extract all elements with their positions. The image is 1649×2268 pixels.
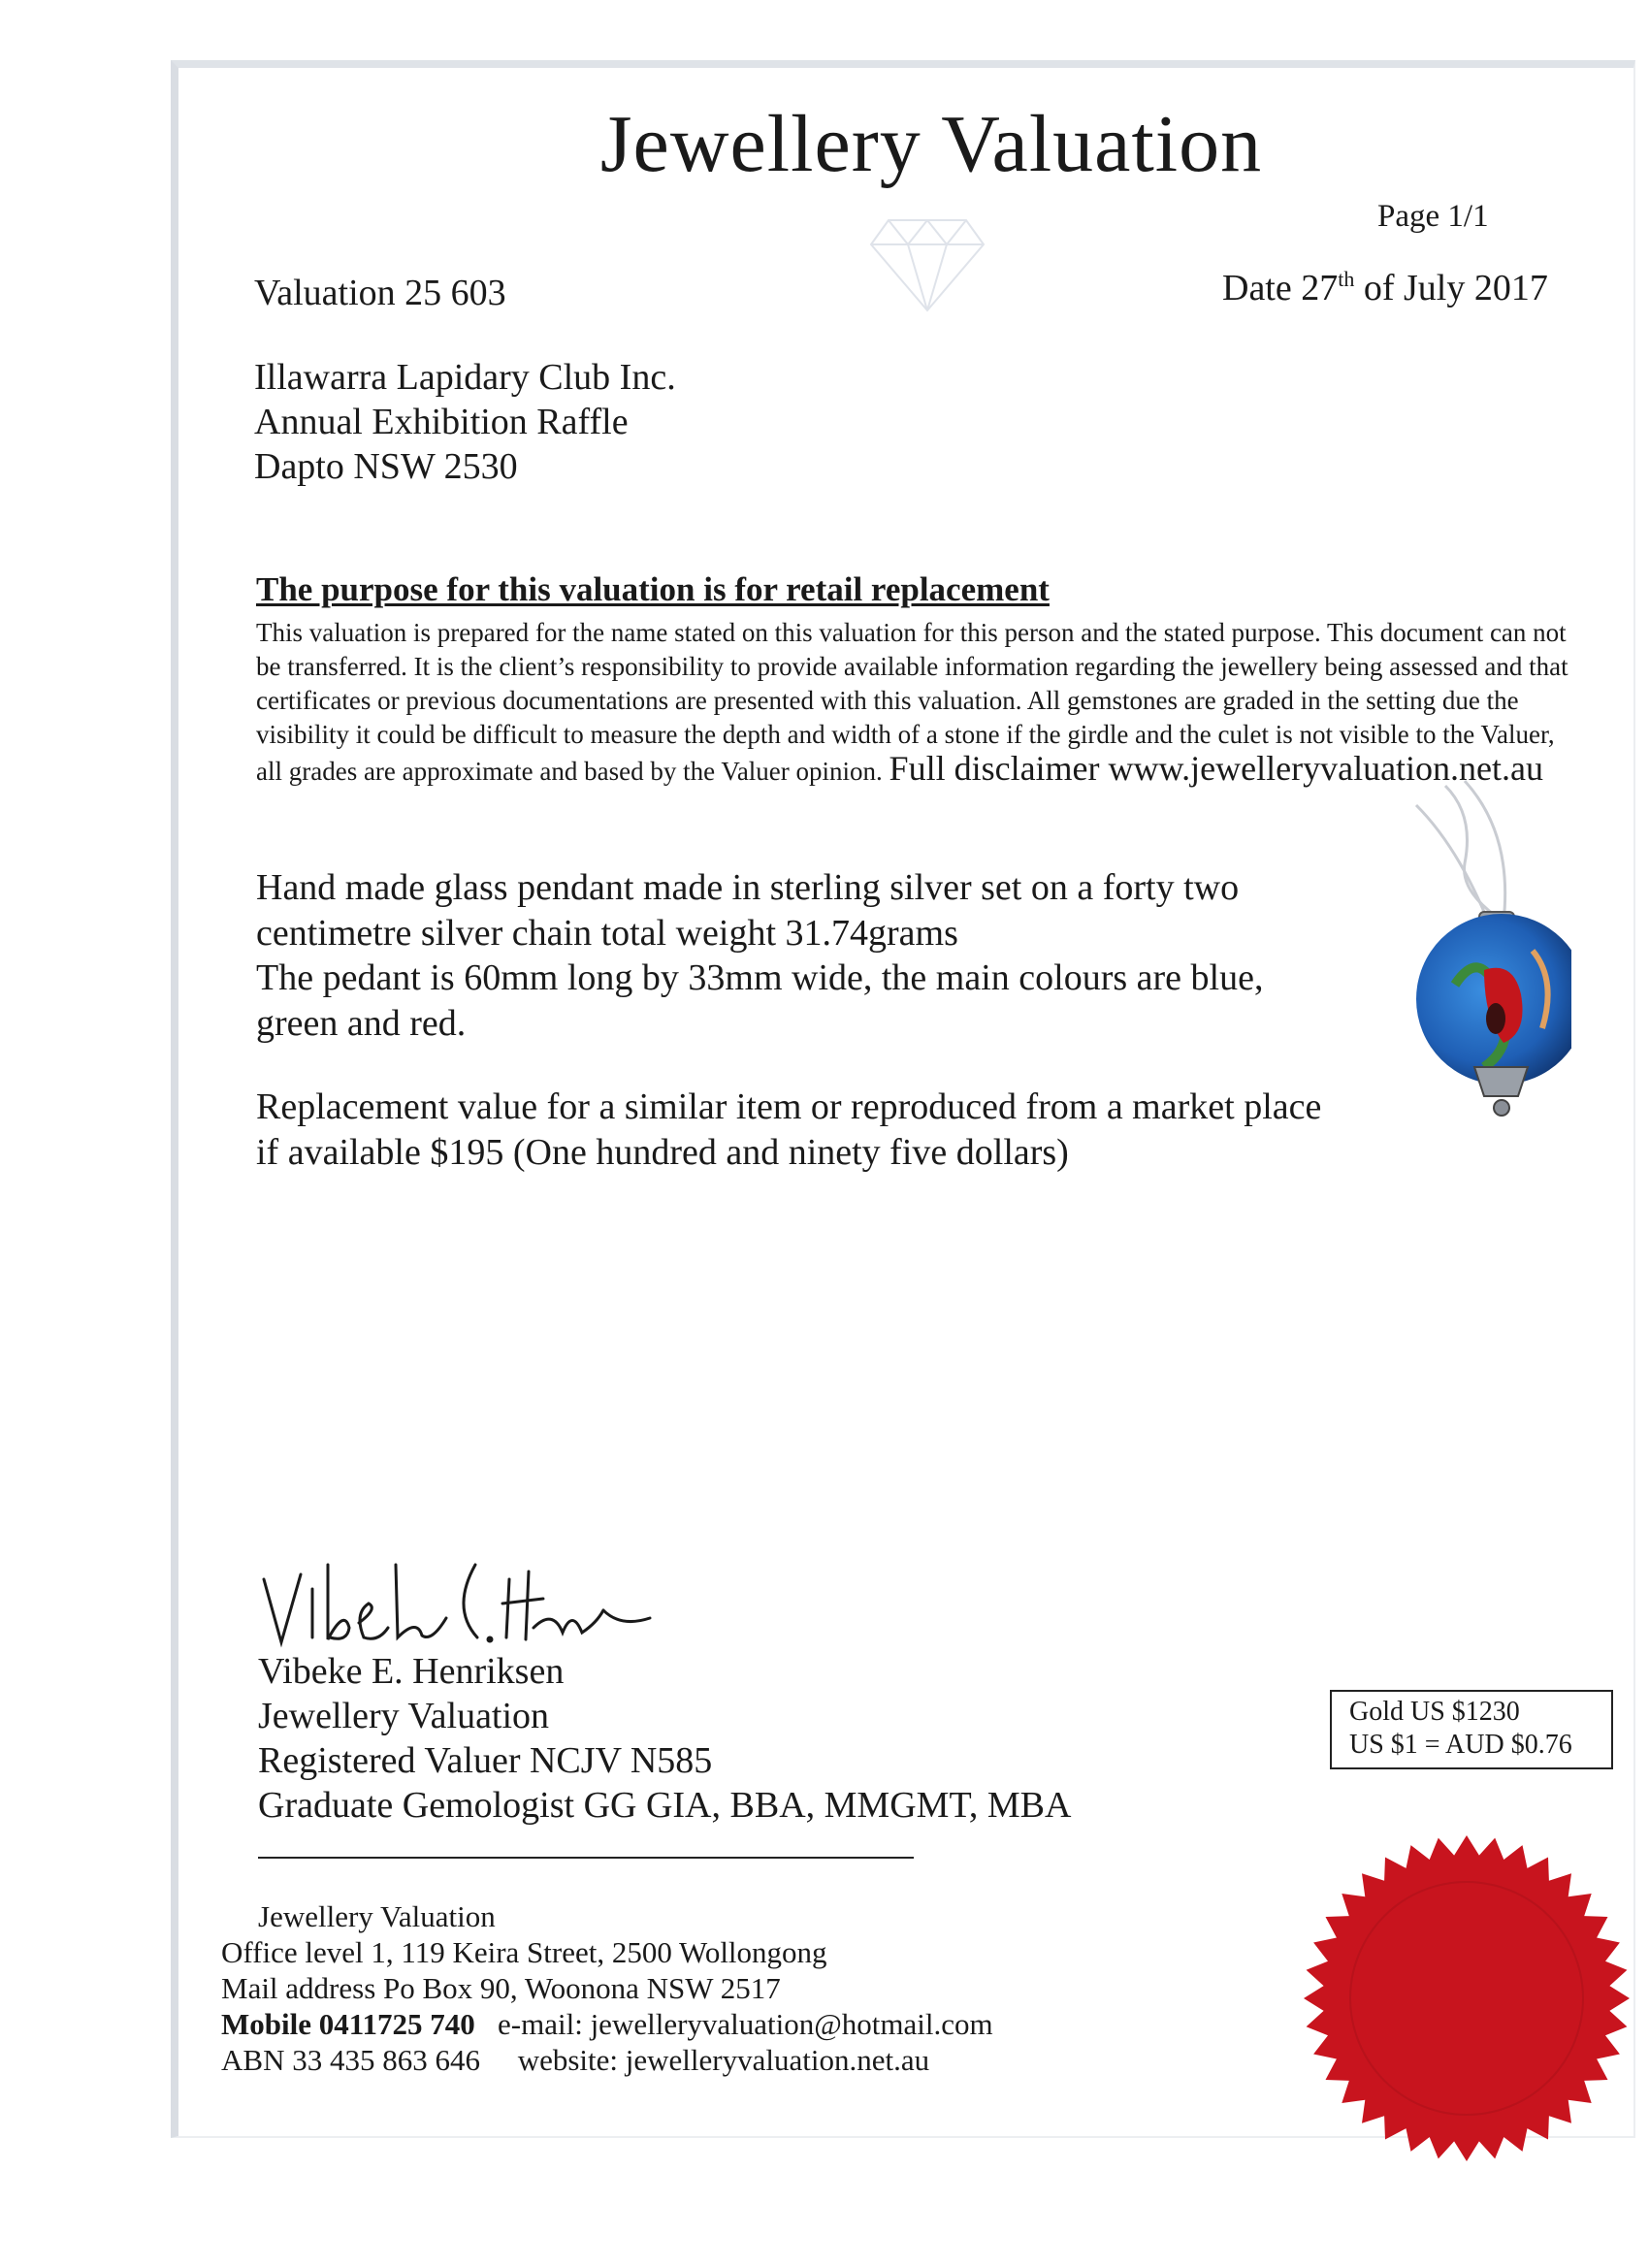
page-number: Page 1/1 xyxy=(1377,199,1489,234)
rates-box xyxy=(1330,1690,1613,1769)
footer-office: Office level 1, 119 Keira Street, 2500 Wollongong xyxy=(221,1935,827,1969)
valuation-number: Valuation 25 603 xyxy=(254,273,506,313)
replacement-value: Replacement value for a similar item or reproduced from a market place if available $195 (One hundred and ninety five dollars) xyxy=(256,1086,1322,1173)
footer-mobile: Mobile 0411725 740 xyxy=(221,2007,475,2041)
footer-company: Jewellery Valuation xyxy=(258,1899,496,1933)
purpose-heading: The purpose for this valuation is for retail replacement xyxy=(256,570,1050,608)
footer-email[interactable]: e-mail: jewelleryvaluation@hotmail.com xyxy=(498,2007,993,2041)
signature-image xyxy=(252,1550,660,1657)
valuer-name: Vibeke E. Henriksen xyxy=(258,1651,565,1692)
gold-price: Gold US $1230 xyxy=(1349,1697,1520,1727)
red-seal-icon xyxy=(1302,1833,1632,2163)
valuer-business: Jewellery Valuation xyxy=(258,1696,550,1736)
valuer-registration: Registered Valuer NCJV N585 xyxy=(258,1740,713,1781)
pendant-photo xyxy=(1358,776,1571,1145)
footer-website[interactable]: website: jewelleryvaluation.net.au xyxy=(517,2043,930,2077)
recipient-line-2: Annual Exhibition Raffle xyxy=(254,402,629,442)
item-description: Hand made glass pendant made in sterling silver set on a forty two centimetre silver chain total weight 31.74grams xyxy=(256,867,1240,954)
diamond-watermark-icon xyxy=(869,215,986,312)
valuer-details xyxy=(258,1649,1071,1828)
disclaimer-link[interactable]: Full disclaimer www.jewelleryvaluation.net.au xyxy=(889,749,1544,788)
footer-abn: ABN 33 435 863 646 xyxy=(221,2043,480,2077)
exchange-rate: US $1 = AUD $0.76 xyxy=(1349,1730,1572,1760)
disclaimer-text: This valuation is prepared for the name stated on this valuation for this person and the stated purpose. This document can not be transferred. It is the client’s responsibility to provide available information regarding the jewellery being assessed and that certificates or previous documentations are presented with this valuation. All gemstones are graded in the setting due the visibility it could be difficult to measure the depth and width of a stone if the girdle and the culet is not visible to the Valuer, all grades are approximate and based by the Valuer opinion. Full disclaimer www.jewelleryvaluation.net.au xyxy=(256,618,1568,788)
footer-divider xyxy=(258,1857,914,1859)
valuation-date: Date 27th of July 2017 xyxy=(1222,267,1548,308)
valuer-qualifications: Graduate Gemologist GG GIA, BBA, MMGMT, MBA xyxy=(258,1785,1072,1826)
item-dimensions: The pedant is 60mm long by 33mm wide, the main colours are blue, green and red. xyxy=(256,957,1264,1044)
footer-contact xyxy=(221,1898,993,2078)
recipient-line-1: Illawarra Lapidary Club Inc. xyxy=(254,357,676,398)
footer-row-abn xyxy=(221,2042,993,2078)
recipient-line-3: Dapto NSW 2530 xyxy=(254,446,518,487)
footer-mail: Mail address Po Box 90, Woonona NSW 2517 xyxy=(221,1971,781,2005)
document-title: Jewellery Valuation xyxy=(599,99,1263,189)
footer-row-mobile xyxy=(221,2006,993,2042)
